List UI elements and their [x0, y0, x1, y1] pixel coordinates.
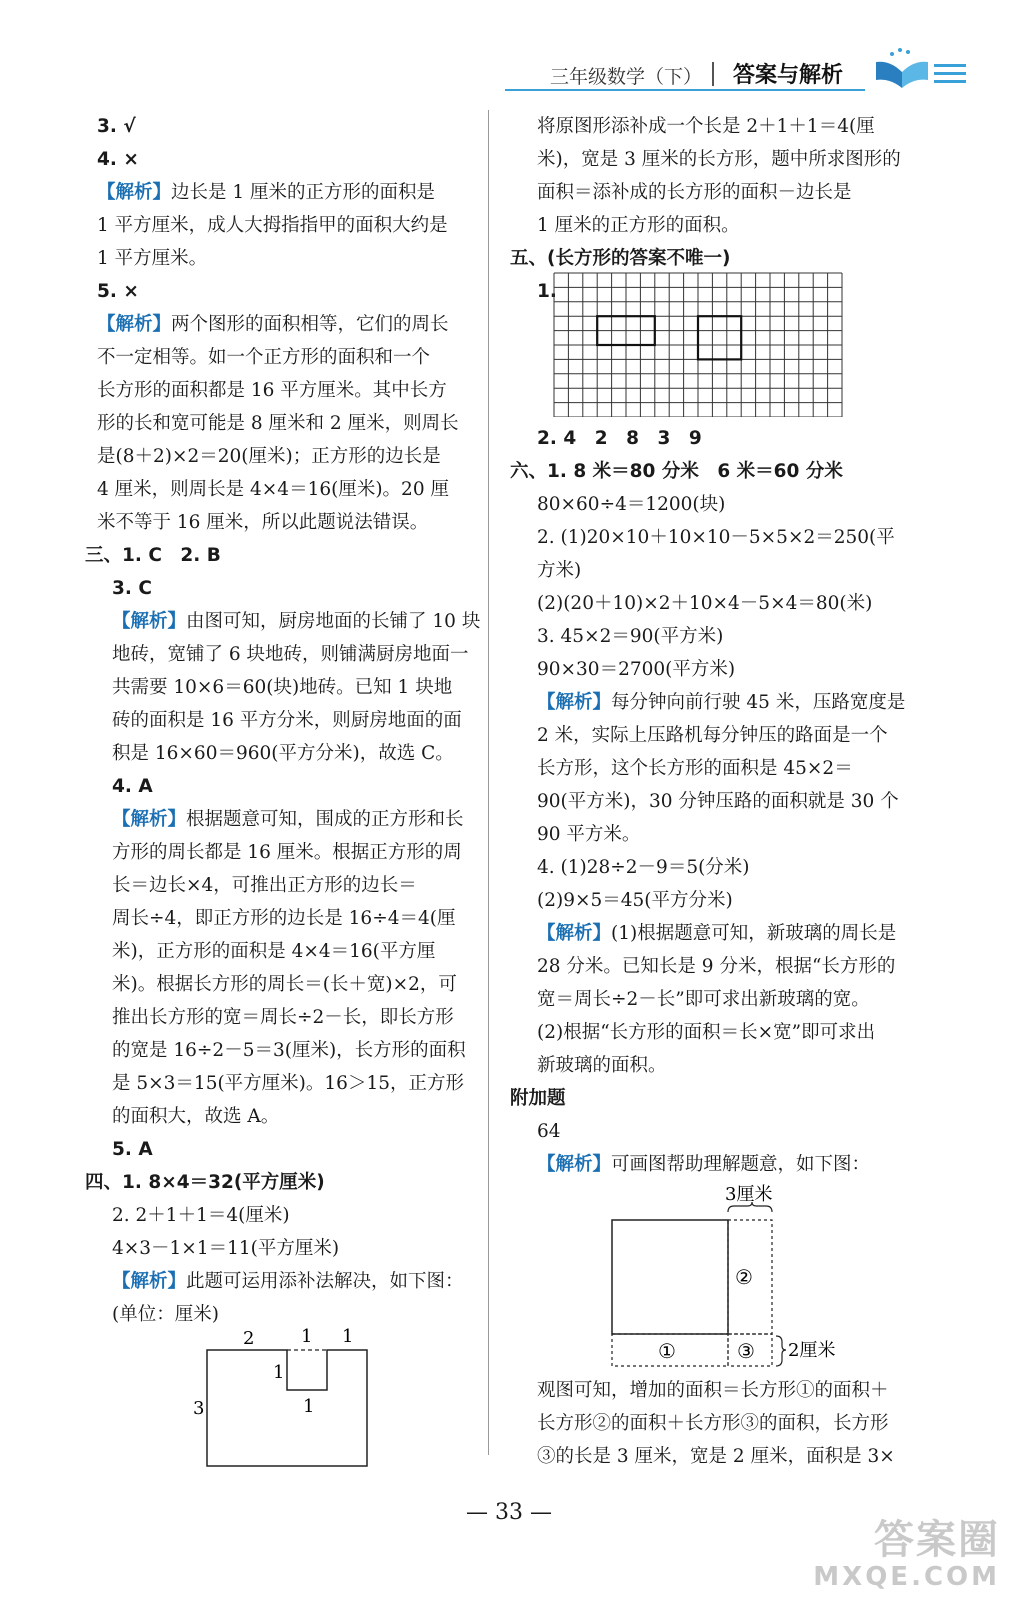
text-line: 2. (1)20×10＋10×10－5×5×2＝250(平 — [537, 527, 895, 548]
answer-line: 3. C — [112, 578, 152, 599]
page-header — [505, 40, 975, 100]
region-3-label: ③ — [737, 1339, 755, 1363]
watermark-url: MXQE.COM — [813, 1562, 1000, 1592]
label-3cm: 3厘米 — [725, 1184, 773, 1205]
text-line: 4. (1)28÷2－9＝5(分米) — [537, 857, 750, 878]
label-side-3: 3 — [193, 1398, 205, 1419]
text-line: 的面积大，故选 A。 — [112, 1106, 280, 1127]
right-column-middle — [510, 424, 910, 1183]
page-number: — 33 — — [466, 1500, 552, 1525]
watermark-logo: 答案圈 — [874, 1517, 1000, 1563]
text-line: 推出长方形的宽＝周长÷2－长，即长方形 — [112, 1007, 454, 1028]
explanation-tag: 【解析】 — [537, 923, 612, 944]
text-line: 方米) — [537, 560, 582, 581]
section-5-heading: 五、(长方形的答案不唯一) — [510, 248, 731, 269]
answer-line: 5. A — [112, 1139, 153, 1160]
section-4-heading: 四、1. 8×4＝32(平方厘米) — [85, 1172, 325, 1193]
text-line: 砖的面积是 16 平方分米，则厨房地面的面 — [112, 710, 462, 731]
grid-figure — [553, 272, 843, 417]
text-line: 米)，正方形的面积是 4×4＝16(平方厘 — [112, 941, 436, 962]
drawn-rectangle — [698, 316, 741, 359]
explanation-line: 【解析】每分钟向前行驶 45 米，压路宽度是 — [537, 692, 906, 713]
text-line: 90 平方米。 — [537, 824, 641, 845]
text-line: 长方形，这个长方形的面积是 45×2＝ — [537, 758, 853, 779]
answer-5: 5. × — [97, 281, 139, 302]
section-6-heading: 六、1. 8 米＝80 分米 6 米＝60 分米 — [510, 461, 843, 482]
text-line: (单位：厘米) — [112, 1304, 219, 1325]
text-line: 新玻璃的面积。 — [537, 1055, 667, 1076]
answer-4: 4. × — [97, 149, 139, 170]
text-line: 28 分米。已知长是 9 分米，根据“长方形的 — [537, 956, 896, 977]
answer-3: 3. √ — [97, 116, 136, 137]
label-notch-side: 1 — [273, 1362, 285, 1383]
section-3-heading: 三、1. C 2. B — [85, 545, 221, 566]
text-line: 是 5×3＝15(平方厘米)。16＞15，正方形 — [112, 1073, 464, 1094]
notched-rectangle-figure — [185, 1318, 385, 1473]
left-column — [85, 112, 480, 1333]
text-line: 1 厘米的正方形的面积。 — [537, 215, 740, 236]
label-top-2: 2 — [243, 1328, 255, 1349]
label-2cm: 2厘米 — [788, 1340, 836, 1361]
book-logo-icon — [870, 46, 970, 92]
text-line: 宽＝周长÷2－长”即可求出新玻璃的宽。 — [537, 989, 870, 1010]
answer-line: 2. 4 2 8 3 9 — [537, 428, 702, 449]
text-line: 米)。根据长方形的周长＝(长＋宽)×2，可 — [112, 974, 457, 995]
text-line: 不一定相等。如一个正方形的面积和一个 — [97, 347, 431, 368]
text-line: 80×60÷4＝1200(块) — [537, 494, 726, 515]
header-title: 答案与解析 — [733, 63, 844, 88]
text-line: (2)9×5＝45(平方分米) — [537, 890, 733, 911]
explanation-line: 【解析】此题可运用添补法解决，如下图： — [112, 1271, 464, 1292]
area-extension-figure — [600, 1178, 860, 1373]
answer-line: 1. — [537, 281, 557, 302]
right-column-bottom — [510, 1376, 910, 1475]
explanation-line: 【解析】根据题意可知，围成的正方形和长 — [112, 809, 464, 830]
label-top-1a: 1 — [301, 1326, 313, 1347]
text-line: 90(平方米)，30 分钟压路的面积就是 30 个 — [537, 791, 899, 812]
text-line: 长方形的面积都是 16 平方厘米。其中长方 — [97, 380, 447, 401]
answer-line: 4. A — [112, 776, 153, 797]
explanation-tag: 【解析】 — [537, 1154, 612, 1175]
text-line: 2. 2＋1＋1＝4(厘米) — [112, 1205, 290, 1226]
header-underline — [505, 89, 865, 91]
explanation-tag: 【解析】 — [112, 611, 187, 632]
region-2-label: ② — [735, 1265, 753, 1289]
text-line: 3. 45×2＝90(平方米) — [537, 626, 724, 647]
explanation-line: 【解析】由图可知，厨房地面的长铺了 10 块 — [112, 611, 481, 632]
text-line: 形的长和宽可能是 8 厘米和 2 厘米，则周长 — [97, 413, 459, 434]
explanation-line: 【解析】边长是 1 厘米的正方形的面积是 — [97, 182, 436, 203]
text-line: 周长÷4，即正方形的边长是 16÷4＝4(厘 — [112, 908, 456, 929]
text-line: 1 平方厘米，成人大拇指指甲的面积大约是 — [97, 215, 448, 236]
explanation-tag: 【解析】 — [112, 809, 187, 830]
text-line: 是(8＋2)×2＝20(厘米)；正方形的边长是 — [97, 446, 441, 467]
text-line: 米不等于 16 厘米，所以此题说法错误。 — [97, 512, 429, 533]
text-line: 4×3－1×1＝11(平方厘米) — [112, 1238, 340, 1259]
explanation-line: 【解析】可画图帮助理解题意，如下图： — [537, 1154, 871, 1175]
text-line: 长方形②的面积＋长方形③的面积，长方形 — [537, 1413, 889, 1434]
region-1-label: ① — [658, 1339, 676, 1363]
text-line: 4 厘米，则周长是 4×4＝16(厘米)。20 厘 — [97, 479, 449, 500]
header-grade: 三年级数学（下） — [550, 66, 703, 88]
bonus-heading: 附加题 — [510, 1088, 566, 1109]
text-line: ③的长是 3 厘米，宽是 2 厘米，面积是 3× — [537, 1446, 895, 1467]
explanation-line: 【解析】(1)根据题意可知，新玻璃的周长是 — [537, 923, 897, 944]
label-notch-bottom: 1 — [303, 1396, 315, 1417]
explanation-line: 【解析】两个图形的面积相等，它们的周长 — [97, 314, 449, 335]
text-line: 将原图形添补成一个长是 2＋1＋1＝4(厘 — [537, 116, 875, 137]
text-line: (2)根据“长方形的面积＝长×宽”即可求出 — [537, 1022, 876, 1043]
text-line: 观图可知，增加的面积＝长方形①的面积＋ — [537, 1380, 889, 1401]
explanation-tag: 【解析】 — [97, 314, 172, 335]
text-line: 米)，宽是 3 厘米的长方形，题中所求图形的 — [537, 149, 901, 170]
text-line: 积是 16×60＝960(平方分米)，故选 C。 — [112, 743, 454, 764]
bonus-answer: 64 — [537, 1121, 561, 1142]
text-line: 长＝边长×4，可推出正方形的边长＝ — [112, 875, 417, 896]
explanation-tag: 【解析】 — [112, 1271, 187, 1292]
header-separator — [712, 62, 714, 86]
text-line: 1 平方厘米。 — [97, 248, 208, 269]
text-line: 共需要 10×6＝60(块)地砖。已知 1 块地 — [112, 677, 453, 698]
text-line: 2 米，实际上压路机每分钟压的路面是一个 — [537, 725, 888, 746]
text-line: 的宽是 16÷2－5＝3(厘米)，长方形的面积 — [112, 1040, 466, 1061]
text-line: (2)(20＋10)×2＋10×4－5×4＝80(米) — [537, 593, 873, 614]
text-line: 面积＝添补成的长方形的面积－边长是 — [537, 182, 852, 203]
text-line: 地砖，宽铺了 6 块地砖，则铺满厨房地面一 — [112, 644, 469, 665]
label-top-1b: 1 — [342, 1326, 354, 1347]
column-divider — [488, 110, 489, 1455]
text-line: 方形的周长都是 16 厘米。根据正方形的周 — [112, 842, 462, 863]
text-line: 90×30＝2700(平方米) — [537, 659, 736, 680]
explanation-tag: 【解析】 — [537, 692, 612, 713]
explanation-tag: 【解析】 — [97, 182, 172, 203]
